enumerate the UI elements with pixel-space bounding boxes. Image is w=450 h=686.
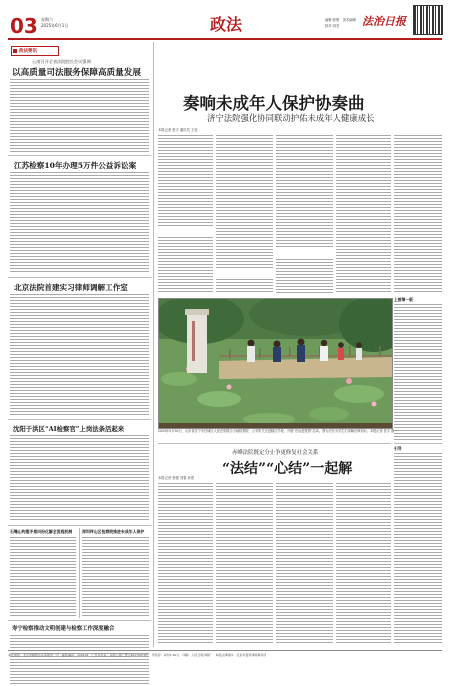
second-col-1 [158, 482, 213, 644]
masthead [0, 0, 450, 42]
date-line-2: 2025年6月1日 [41, 23, 69, 28]
article-6-body [82, 536, 149, 616]
second-story-kicker: 赤峰法院既定分止争更修复社会关系 [232, 450, 319, 456]
footer-text: 本社地址：北京市朝阳区花家地甲一号 邮政编码：100102 广告许可证：京朝工商广登字20170078号 零售价：每份1.50元 印刷：人民日报印刷厂 本报法律顾问：北京市盈科律师事务所 [8, 653, 267, 657]
lead-col-2b [216, 278, 273, 294]
lead-subhead-3 [216, 270, 273, 276]
section-title: 政法 [210, 15, 243, 34]
second-story-title: “法结”“心结”一起解 [222, 461, 353, 477]
lead-title: 奏响未成年人保护协奏曲 [183, 94, 365, 113]
article-6-title: 深圳坪山区检察院推进未成年人保护 [82, 529, 145, 534]
article-1-kicker: 云南召开全省法院院长会议强调 [32, 59, 91, 64]
date-line-1: 星期六 [41, 17, 53, 22]
lead-photo-image [159, 299, 392, 428]
lead-byline: 本报记者 张宇 通讯员 王莹 [158, 128, 198, 132]
right-guide-label: 引导 [394, 446, 402, 451]
right-section-label: 上接第一版 [394, 297, 413, 302]
article-5-title: 石嘴山构建矛盾纠纷化解全流程机制 [10, 529, 73, 534]
lead-col-4 [336, 134, 391, 294]
lead-subtitle: 济宁法院强化协同联动护佑未成年人健康成长 [207, 113, 375, 123]
page-number: 03 [10, 14, 38, 38]
lead-subhead-1 [158, 228, 213, 234]
article-5-body [10, 536, 76, 616]
qr-code [414, 6, 442, 34]
lead-col-1b [158, 236, 213, 294]
article-1-title: 以高质量司法服务保障高质量发展 [12, 68, 141, 78]
right-col-body-1 [394, 303, 442, 441]
lead-col-5 [394, 134, 442, 294]
newspaper-logo: 法治日报 [362, 15, 406, 28]
article-4-body [10, 434, 149, 522]
article-2-body [10, 171, 149, 274]
article-2-title: 江苏检察10年办理5万件公益诉讼案 [14, 161, 137, 170]
column-divider [153, 42, 154, 647]
article-3-title: 北京法院首建实习律师调解工作室 [14, 283, 128, 292]
left-column [8, 42, 151, 652]
lead-col-3 [276, 134, 333, 248]
brand-tag-icon [13, 49, 17, 53]
masthead-rule [8, 38, 442, 40]
second-col-3 [276, 482, 333, 644]
second-col-2 [216, 482, 273, 644]
second-col-4 [336, 482, 391, 644]
lead-subhead-2 [276, 250, 333, 256]
brand-tag [11, 46, 59, 56]
article-3-body [10, 293, 149, 416]
lead-col-3b [276, 258, 333, 294]
editor-line-2: 校对:刘莹 [325, 24, 340, 28]
article-4-title: 沈阳于洪区“AI检察官”上岗法条活起来 [13, 425, 125, 433]
lead-col-1 [158, 134, 213, 226]
article-7-title: 寿宁检察推动文明创建与检察工作深度融合 [12, 626, 115, 632]
lead-photo-caption: 2025年5月30日，山东省济宁市任城区人民法院联合当地检察院、公安机关走进辖区学校，开展“法治进校园”活动。图为法官为学生们讲解法律知识。本报记者 张宇 摄 [158, 429, 395, 433]
right-col-body-2 [394, 452, 442, 644]
footer-box [8, 653, 442, 661]
brand-tag-label: 政法要讯 [19, 49, 37, 54]
editor-line-1: 编辑:张俊 美术编辑 [325, 18, 356, 22]
article-1-body [10, 78, 149, 152]
lead-col-2 [216, 134, 273, 268]
lead-photo [158, 298, 393, 429]
second-story-byline: 本报记者 张强 刘春 孙思 [158, 476, 195, 480]
